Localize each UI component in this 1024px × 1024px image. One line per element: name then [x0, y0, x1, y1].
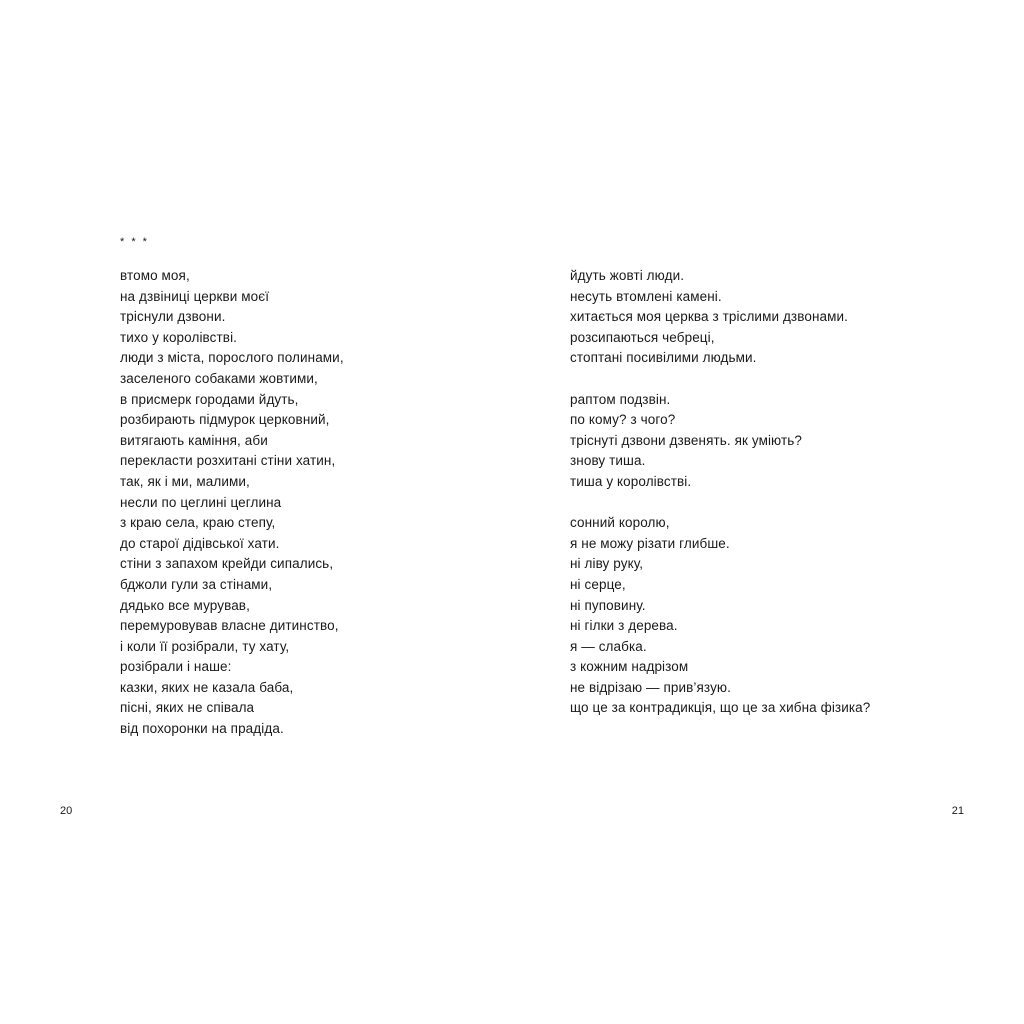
- poem-right-column: [570, 266, 870, 719]
- poem-line: раптом подзвін.: [570, 391, 671, 407]
- poem-left-column: [120, 266, 344, 740]
- poem-line: що це за контрадикція, що це за хибна фізика?: [570, 700, 871, 716]
- poem-line: ні серце,: [570, 576, 626, 592]
- poem-line: до старої дідівської хати.: [120, 535, 280, 551]
- poem-line: тріснули дзвони.: [120, 309, 226, 325]
- poem-line: з кожним надрізом: [570, 659, 689, 675]
- poem-line: перемуровував власне дитинство,: [120, 618, 339, 634]
- poem-line: розібрали і наше:: [120, 659, 232, 675]
- poem-line: сонний королю,: [570, 515, 670, 531]
- poem-line: розсипаються чебреці,: [570, 329, 715, 345]
- stanza-break: [570, 493, 870, 514]
- poem-line: так, як і ми, малими,: [120, 473, 250, 489]
- poem-line: в присмерк городами йдуть,: [120, 391, 299, 407]
- poem-line: бджоли гули за стінами,: [120, 576, 273, 592]
- poem-line: розбирають підмурок церковний,: [120, 412, 330, 428]
- poem-line: хитається моя церква з тріслими дзвонами.: [570, 309, 848, 325]
- poem-line: я — слабка.: [570, 638, 647, 654]
- poem-line: по кому? з чого?: [570, 412, 676, 428]
- poem-line: перекласти розхитані стіни хатин,: [120, 453, 336, 469]
- poem-line: тріснуті дзвони дзвенять. як уміють?: [570, 432, 802, 448]
- poem-line: втомо моя,: [120, 268, 190, 283]
- poem-line: не відрізаю — прив’язую.: [570, 679, 731, 695]
- poem-line: і коли її розібрали, ту хату,: [120, 638, 290, 654]
- poem-line: я не можу різати глибше.: [570, 535, 730, 551]
- poem-line: дядько все мурував,: [120, 597, 250, 613]
- right-page: [512, 0, 1024, 1024]
- section-ornament: * * *: [120, 236, 149, 248]
- poem-line: заселеного собаками жовтими,: [120, 370, 318, 386]
- poem-line: йдуть жовті люди.: [570, 268, 685, 283]
- page-number-right: 21: [951, 805, 964, 817]
- poem-line: витягають каміння, аби: [120, 432, 268, 448]
- poem-line: казки, яких не казала баба,: [120, 679, 294, 695]
- poem-line: стіни з запахом крейди сипались,: [120, 556, 334, 572]
- poem-line: від похоронки на прадіда.: [120, 721, 284, 737]
- page-number-left: 20: [60, 805, 73, 817]
- poem-line: несли по цеглині цеглина: [120, 494, 282, 510]
- poem-line: тихо у королівстві.: [120, 329, 238, 345]
- poem-line: з краю села, краю степу,: [120, 515, 276, 531]
- poem-line: люди з міста, порослого полинами,: [120, 350, 344, 366]
- poem-line: стоптані посивілими людьми.: [570, 350, 757, 366]
- poem-line: ні гілки з дерева.: [570, 618, 678, 634]
- poem-line: ні пуповину.: [570, 597, 646, 613]
- poem-line: тиша у королівстві.: [570, 473, 692, 489]
- poem-line: знову тиша.: [570, 453, 646, 469]
- poem-line: несуть втомлені камені.: [570, 288, 722, 304]
- poem-line: пісні, яких не співала: [120, 700, 255, 716]
- poem-line: на дзвіниці церкви моєї: [120, 288, 270, 304]
- stanza-break: [570, 369, 870, 390]
- poem-line: ні ліву руку,: [570, 556, 644, 572]
